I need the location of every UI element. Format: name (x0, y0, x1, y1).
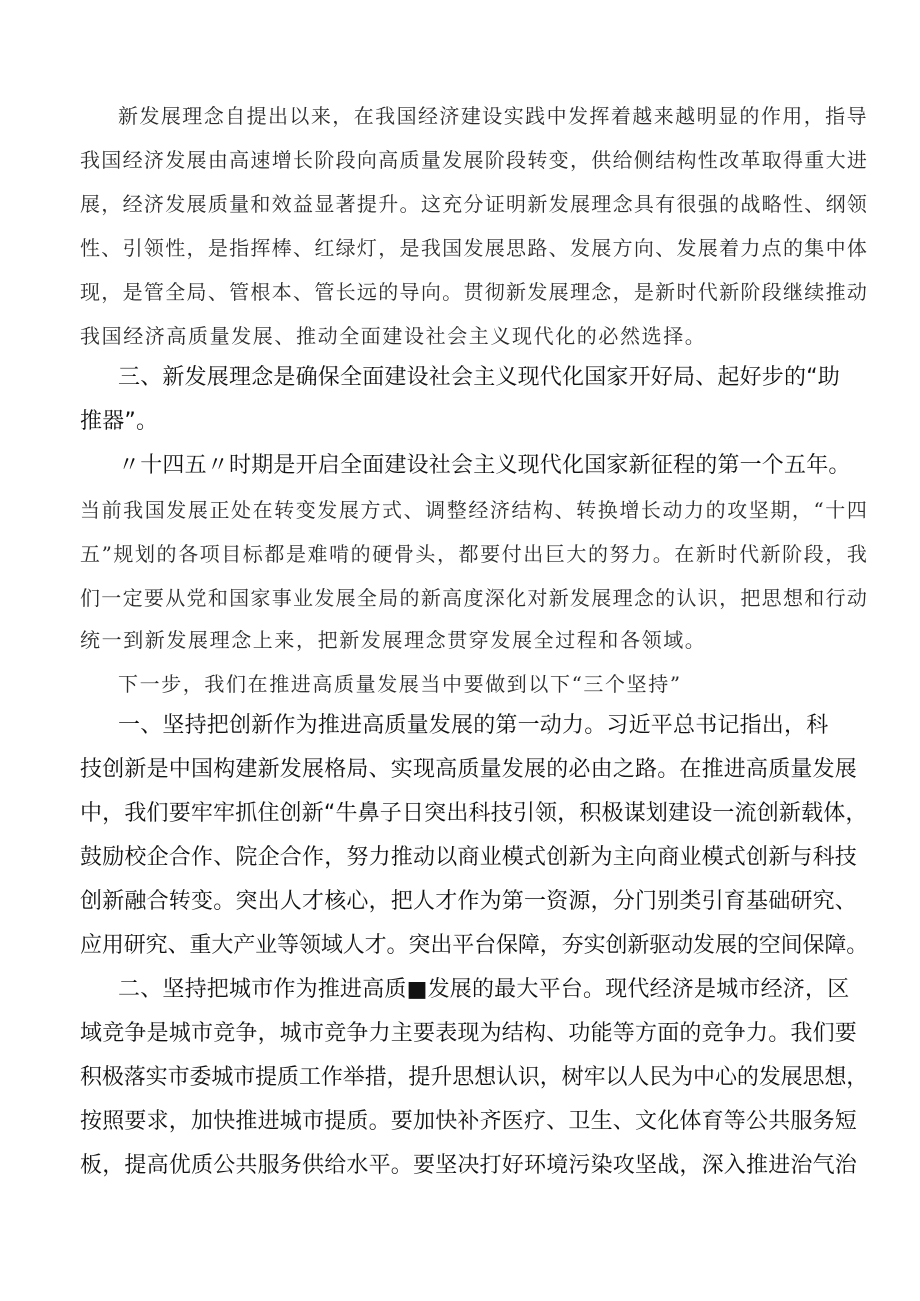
point-one-line-5: 创新融合转变。突出人才核心，把人才作为第一资源，分门别类引育基础研究、 (80, 889, 858, 914)
section-three-heading-line-2: 推器”。 (80, 409, 159, 434)
paragraph-1-line-4: 性、引领性，是指挥棒、红绿灯，是我国发展思路、发展方向、发展着力点的集中体 (80, 236, 869, 260)
paragraph-1-line-5: 现，是管全局、管根本、管长远的导向。贯彻新发展理念，是新时代新阶段继续推动 (80, 280, 869, 304)
point-one-line-6: 应用研究、重大产业等领域人才。突出平台保障，夯实创新驱动发展的空间保障。 (80, 933, 869, 958)
section-three-heading-line-1: 三、新发展理念是确保全面建设社会主义现代化国家开好局、起好步的“助 (118, 365, 840, 390)
paragraph-3-line-3: 五”规划的各项目标都是难啃的硬骨头，都要付出巨大的努力。在新时代新阶段，我 (80, 542, 869, 566)
paragraph-1-line-2: 我国经济发展由高速增长阶段向高质量发展阶段转变，供给侧结构性改革取得重大进 (80, 148, 869, 172)
paragraph-3-line-5: 统一到新发展理念上来，把新发展理念贯穿发展全过程和各领域。 (80, 628, 707, 652)
point-two-line-4: 按照要求，加快推进城市提质。要加快补齐医疗、卫生、文化体育等公共服务短 (80, 1109, 858, 1134)
point-two-line-1: 二、坚持把城市作为推进高质■发展的最大平台。现代经济是城市经济，区 (118, 977, 850, 1002)
paragraph-3-line-4: 们一定要从党和国家事业发展全局的新高度深化对新发展理念的认识，把思想和行动 (80, 586, 869, 610)
paragraph-1-line-3: 展，经济发展质量和效益显著提升。这充分证明新发展理念具有很强的战略性、纲领 (80, 192, 869, 216)
paragraph-1-line-6: 我国经济高质量发展、推动全面建设社会主义现代化的必然选择。 (80, 324, 707, 348)
point-two-line-5: 板，提高优质公共服务供给水平。要坚决打好环境污染攻坚战，深入推进治气治 (80, 1153, 858, 1178)
point-two-line-3: 积极落实市委城市提质工作举措，提升思想认识，树牢以人民为中心的发展思想， (80, 1065, 869, 1090)
point-one-line-1: 一、坚持把创新作为推进高质量发展的第一动力。习近平总书记指出，科 (118, 713, 829, 738)
point-one-line-3: 中，我们要牢牢抓住创新“牛鼻子日突出科技引领，积极谋划建设一流创新载体， (80, 801, 868, 826)
point-two-line-2: 域竞争是城市竞争，城市竞争力主要表现为结构、功能等方面的竞争力。我们要 (80, 1021, 858, 1046)
paragraph-1-line-1: 新发展理念自提出以来，在我国经济建设实践中发挥着越来越明显的作用，指导 (118, 104, 868, 128)
paragraph-3-line-1: 〃十四五〃时期是开启全面建设社会主义现代化国家新征程的第一个五年。 (118, 453, 851, 478)
paragraph-3-line-2: 当前我国发展正处在转变发展方式、调整经济结构、转换增长动力的攻坚期，“十四 (80, 498, 869, 522)
point-one-line-2: 技创新是中国构建新发展格局、实现高质量发展的必由之路。在推进高质量发展 (80, 757, 858, 782)
paragraph-4-line-1: 下一步，我们在推进高质量发展当中要做到以下“三个坚持” (118, 672, 682, 696)
point-one-line-4: 鼓励校企合作、院企合作，努力推动以商业模式创新为主向商业模式创新与科技 (80, 845, 858, 870)
